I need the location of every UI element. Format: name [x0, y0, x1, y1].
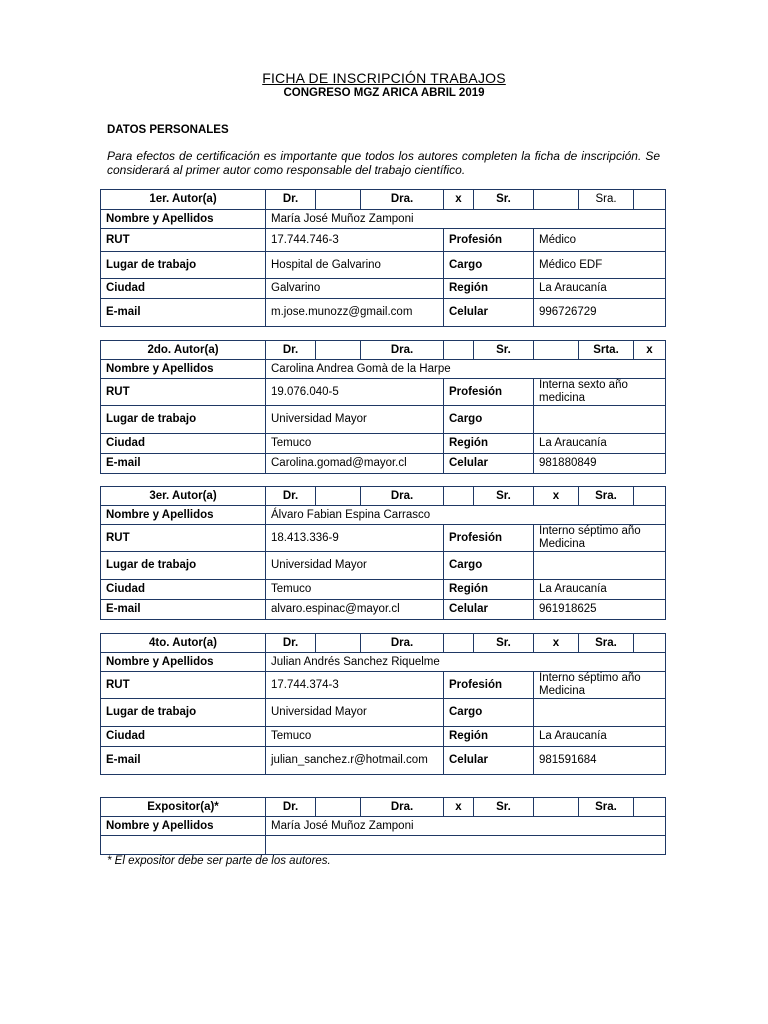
- title-sr-label: Sr.: [474, 634, 534, 653]
- title-srta-mark[interactable]: x: [634, 341, 666, 360]
- city-value[interactable]: Temuco: [266, 434, 444, 454]
- city-value[interactable]: Temuco: [266, 580, 444, 600]
- title-row: [101, 634, 666, 653]
- workplace-row: [101, 699, 666, 727]
- title-dr-mark[interactable]: [316, 341, 361, 360]
- rut-value[interactable]: 17.744.746-3: [266, 229, 444, 252]
- phone-value[interactable]: 981880849: [534, 454, 666, 474]
- title-dra-mark[interactable]: x: [444, 798, 474, 817]
- title-sra-label: Sra.: [579, 634, 634, 653]
- workplace-row: [101, 252, 666, 279]
- title-dr-label: Dr.: [266, 634, 316, 653]
- workplace-value[interactable]: Universidad Mayor: [266, 552, 444, 580]
- city-label: Ciudad: [101, 279, 266, 299]
- title-dr-label: Dr.: [266, 798, 316, 817]
- title-dr-mark[interactable]: [316, 487, 361, 506]
- blank-cell[interactable]: [101, 836, 266, 855]
- name-value[interactable]: Julian Andrés Sanchez Riquelme: [266, 653, 666, 672]
- workplace-label: Lugar de trabajo: [101, 252, 266, 279]
- email-value[interactable]: julian_sanchez.r@hotmail.com: [266, 747, 444, 775]
- email-label: E-mail: [101, 454, 266, 474]
- title-row: [101, 341, 666, 360]
- name-row: [101, 360, 666, 379]
- position-value[interactable]: Médico EDF: [534, 252, 666, 279]
- title-dra-mark[interactable]: [444, 341, 474, 360]
- name-label: Nombre y Apellidos: [101, 506, 266, 525]
- title-dra-mark[interactable]: x: [444, 190, 474, 210]
- region-value[interactable]: La Araucanía: [534, 279, 666, 299]
- title-sra-label: Sra.: [579, 487, 634, 506]
- email-value[interactable]: alvaro.espinac@mayor.cl: [266, 600, 444, 620]
- region-label: Región: [444, 580, 534, 600]
- phone-label: Celular: [444, 454, 534, 474]
- workplace-label: Lugar de trabajo: [101, 552, 266, 580]
- email-label: E-mail: [101, 600, 266, 620]
- city-row: [101, 279, 666, 299]
- rut-label: RUT: [101, 525, 266, 552]
- title-dra-label: Dra.: [361, 487, 444, 506]
- title-dra-mark[interactable]: [444, 487, 474, 506]
- workplace-value[interactable]: Universidad Mayor: [266, 699, 444, 727]
- position-label: Cargo: [444, 252, 534, 279]
- title-sra-mark[interactable]: [634, 487, 666, 506]
- profession-label: Profesión: [444, 229, 534, 252]
- title-sr-mark[interactable]: x: [534, 634, 579, 653]
- title-dra-mark[interactable]: [444, 634, 474, 653]
- rut-value[interactable]: 17.744.374-3: [266, 672, 444, 699]
- presenter-header: Expositor(a)*: [101, 798, 266, 817]
- title-sra-mark[interactable]: [634, 190, 666, 210]
- rut-row: [101, 379, 666, 406]
- workplace-label: Lugar de trabajo: [101, 699, 266, 727]
- city-value[interactable]: Galvarino: [266, 279, 444, 299]
- email-value[interactable]: Carolina.gomad@mayor.cl: [266, 454, 444, 474]
- title-sra-mark[interactable]: [634, 798, 666, 817]
- rut-row: [101, 525, 666, 552]
- rut-label: RUT: [101, 379, 266, 406]
- region-label: Región: [444, 434, 534, 454]
- title-row: [101, 798, 666, 817]
- position-label: Cargo: [444, 699, 534, 727]
- author-table-1: [100, 189, 666, 327]
- author-header: 3er. Autor(a): [101, 487, 266, 506]
- title-sra-mark[interactable]: [634, 634, 666, 653]
- name-row: [101, 653, 666, 672]
- blank-cell[interactable]: [266, 836, 666, 855]
- name-value[interactable]: Álvaro Fabian Espina Carrasco: [266, 506, 666, 525]
- presenter-note: * El expositor debe ser parte de los autores.: [107, 855, 331, 867]
- rut-value[interactable]: 19.076.040-5: [266, 379, 444, 406]
- author-header: 1er. Autor(a): [101, 190, 266, 210]
- rut-label: RUT: [101, 672, 266, 699]
- city-row: [101, 727, 666, 747]
- profession-label: Profesión: [444, 525, 534, 552]
- author-table-2: [100, 340, 666, 474]
- form-subtitle: CONGRESO MGZ ARICA ABRIL 2019: [283, 87, 485, 99]
- title-srta-label: Srta.: [579, 341, 634, 360]
- phone-label: Celular: [444, 299, 534, 327]
- title-dra-label: Dra.: [361, 190, 444, 210]
- region-value[interactable]: La Araucanía: [534, 580, 666, 600]
- profession-label: Profesión: [444, 379, 534, 406]
- profession-value[interactable]: Interna sexto año medicina: [534, 379, 666, 406]
- title-dr-label: Dr.: [266, 487, 316, 506]
- title-sr-mark[interactable]: [534, 190, 579, 210]
- title-sr-mark[interactable]: x: [534, 487, 579, 506]
- email-label: E-mail: [101, 299, 266, 327]
- rut-row: [101, 229, 666, 252]
- name-label: Nombre y Apellidos: [101, 817, 266, 836]
- intro-paragraph: Para efectos de certificación es importante que todos los autores completen la ficha de inscripción. Se considerará al primer autor como responsable del trabajo científico.: [107, 149, 660, 177]
- title-dr-mark[interactable]: [316, 798, 361, 817]
- section-heading: DATOS PERSONALES: [107, 124, 229, 136]
- title-dra-label: Dra.: [361, 341, 444, 360]
- title-dr-label: Dr.: [266, 341, 316, 360]
- profession-label: Profesión: [444, 672, 534, 699]
- title-sr-label: Sr.: [474, 798, 534, 817]
- region-value[interactable]: La Araucanía: [534, 727, 666, 747]
- author-table-4: [100, 633, 666, 775]
- email-label: E-mail: [101, 747, 266, 775]
- profession-value[interactable]: Interno séptimo año Medicina: [534, 525, 666, 552]
- name-row: [101, 506, 666, 525]
- position-value[interactable]: [534, 552, 666, 580]
- email-row: [101, 747, 666, 775]
- author-header: 2do. Autor(a): [101, 341, 266, 360]
- region-label: Región: [444, 279, 534, 299]
- city-label: Ciudad: [101, 580, 266, 600]
- phone-value[interactable]: 981591684: [534, 747, 666, 775]
- title-sr-mark[interactable]: [534, 798, 579, 817]
- email-row: [101, 454, 666, 474]
- title-dr-mark[interactable]: [316, 634, 361, 653]
- form-title: FICHA DE INSCRIPCIÓN TRABAJOS: [262, 70, 506, 86]
- title-dr-label: Dr.: [266, 190, 316, 210]
- city-label: Ciudad: [101, 727, 266, 747]
- city-row: [101, 580, 666, 600]
- author-header: 4to. Autor(a): [101, 634, 266, 653]
- profession-value[interactable]: Interno séptimo año Medicina: [534, 672, 666, 699]
- title-row: [101, 487, 666, 506]
- title-sra-label: Sra.: [579, 190, 634, 210]
- title-sr-mark[interactable]: [534, 341, 579, 360]
- title-sr-label: Sr.: [474, 487, 534, 506]
- profession-value[interactable]: Médico: [534, 229, 666, 252]
- name-row: [101, 210, 666, 229]
- name-value[interactable]: María José Muñoz Zamponi: [266, 210, 666, 229]
- presenter-table: [100, 797, 666, 855]
- phone-value[interactable]: 961918625: [534, 600, 666, 620]
- rut-label: RUT: [101, 229, 266, 252]
- name-value[interactable]: María José Muñoz Zamponi: [266, 817, 666, 836]
- rut-row: [101, 672, 666, 699]
- title-row: [101, 190, 666, 210]
- name-label: Nombre y Apellidos: [101, 210, 266, 229]
- region-label: Región: [444, 727, 534, 747]
- position-value[interactable]: [534, 699, 666, 727]
- blank-row: [101, 836, 666, 855]
- city-label: Ciudad: [101, 434, 266, 454]
- phone-value[interactable]: 996726729: [534, 299, 666, 327]
- name-label: Nombre y Apellidos: [101, 360, 266, 379]
- position-label: Cargo: [444, 552, 534, 580]
- workplace-label: Lugar de trabajo: [101, 406, 266, 434]
- position-label: Cargo: [444, 406, 534, 434]
- title-sra-label: Sra.: [579, 798, 634, 817]
- workplace-value[interactable]: Hospital de Galvarino: [266, 252, 444, 279]
- workplace-row: [101, 406, 666, 434]
- title-dra-label: Dra.: [361, 634, 444, 653]
- email-value[interactable]: m.jose.munozz@gmail.com: [266, 299, 444, 327]
- rut-value[interactable]: 18.413.336-9: [266, 525, 444, 552]
- city-row: [101, 434, 666, 454]
- name-value[interactable]: Carolina Andrea Gomà de la Harpe: [266, 360, 666, 379]
- name-label: Nombre y Apellidos: [101, 653, 266, 672]
- phone-label: Celular: [444, 747, 534, 775]
- author-table-3: [100, 486, 666, 620]
- email-row: [101, 600, 666, 620]
- title-sr-label: Sr.: [474, 190, 534, 210]
- name-row: [101, 817, 666, 836]
- city-value[interactable]: Temuco: [266, 727, 444, 747]
- workplace-row: [101, 552, 666, 580]
- position-value[interactable]: [534, 406, 666, 434]
- region-value[interactable]: La Araucanía: [534, 434, 666, 454]
- email-row: [101, 299, 666, 327]
- workplace-value[interactable]: Universidad Mayor: [266, 406, 444, 434]
- title-sr-label: Sr.: [474, 341, 534, 360]
- phone-label: Celular: [444, 600, 534, 620]
- title-dra-label: Dra.: [361, 798, 444, 817]
- title-dr-mark[interactable]: [316, 190, 361, 210]
